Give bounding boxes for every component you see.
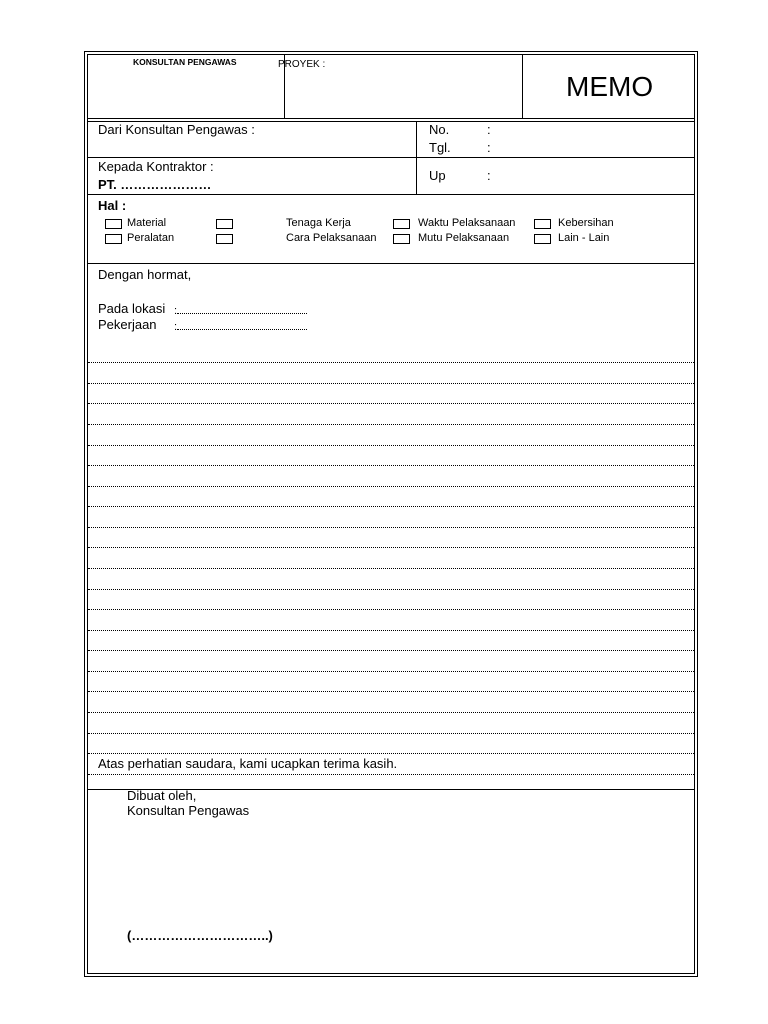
project-label: PROYEK : <box>278 59 326 70</box>
checkbox-peralatan[interactable] <box>105 234 122 244</box>
to-label: Kepada Kontraktor : <box>98 159 214 174</box>
subject-bottom-line <box>87 263 695 264</box>
checkbox-mutu-pelaksanaan[interactable] <box>393 234 410 244</box>
writing-line[interactable] <box>88 691 694 692</box>
checkbox-lain-lain[interactable] <box>534 234 551 244</box>
from-label: Dari Konsultan Pengawas : <box>98 122 255 137</box>
writing-line[interactable] <box>88 424 694 425</box>
up-label: Up <box>429 168 446 183</box>
memo-title: MEMO <box>566 71 654 102</box>
location-colon: : <box>174 305 178 317</box>
option-mutu-pelaksanaan: Mutu Pelaksanaan <box>418 232 510 244</box>
closing-text: Atas perhatian saudara, kami ucapkan terima kasih. <box>98 756 398 771</box>
writing-line[interactable] <box>88 671 694 672</box>
memo-date-label: Tgl. <box>429 140 451 155</box>
header-bottom-line <box>87 118 695 119</box>
writing-line[interactable] <box>88 362 694 363</box>
writing-line[interactable] <box>88 383 694 384</box>
contractor-name: PT. ………………… <box>98 177 212 192</box>
memo-number-colon: : <box>487 122 491 137</box>
option-peralatan: Peralatan <box>127 232 175 244</box>
work-dots <box>177 320 307 330</box>
memo-number-label: No. <box>429 122 450 137</box>
consultant-label: KONSULTAN PENGAWAS <box>133 57 237 67</box>
memo-date-colon: : <box>487 140 491 155</box>
signer-role: Konsultan Pengawas <box>127 803 250 818</box>
option-waktu-pelaksanaan: Waktu Pelaksanaan <box>418 217 516 229</box>
writing-line[interactable] <box>88 527 694 528</box>
work-label: Pekerjaan <box>98 317 157 332</box>
to-row-bottom-line <box>87 194 695 195</box>
location-dots <box>177 304 307 314</box>
writing-line[interactable] <box>88 547 694 548</box>
location-field[interactable] <box>174 304 307 317</box>
checkbox-tenaga-kerja[interactable] <box>216 219 233 229</box>
writing-line[interactable] <box>88 486 694 487</box>
checkbox-kebersihan[interactable] <box>534 219 551 229</box>
option-material: Material <box>127 217 167 229</box>
writing-line[interactable] <box>88 733 694 734</box>
writing-line[interactable] <box>88 506 694 507</box>
writing-line[interactable] <box>88 630 694 631</box>
greeting: Dengan hormat, <box>98 267 192 282</box>
signer-name-placeholder[interactable]: (…………………………..) <box>127 928 273 943</box>
option-kebersihan: Kebersihan <box>558 217 614 229</box>
checkbox-material[interactable] <box>105 219 122 229</box>
writing-line[interactable] <box>88 650 694 651</box>
option-lain-lain: Lain - Lain <box>558 232 610 244</box>
checkbox-cara-pelaksanaan[interactable] <box>216 234 233 244</box>
writing-line[interactable] <box>88 774 694 775</box>
from-row-bottom-line <box>87 157 695 158</box>
location-label: Pada lokasi <box>98 301 166 316</box>
option-cara-pelaksanaan: Cara Pelaksanaan <box>286 232 377 244</box>
writing-line[interactable] <box>88 568 694 569</box>
writing-line[interactable] <box>88 753 694 754</box>
writing-line[interactable] <box>88 445 694 446</box>
made-by-label: Dibuat oleh, <box>127 788 197 803</box>
header-divider-2 <box>522 54 523 119</box>
writing-line[interactable] <box>88 589 694 590</box>
up-colon: : <box>487 168 491 183</box>
memo-inner-border <box>87 54 695 974</box>
writing-line[interactable] <box>88 403 694 404</box>
writing-line[interactable] <box>88 465 694 466</box>
work-colon: : <box>174 321 178 333</box>
checkbox-waktu-pelaksanaan[interactable] <box>393 219 410 229</box>
work-field[interactable] <box>174 320 307 333</box>
writing-line[interactable] <box>88 712 694 713</box>
subject-label: Hal : <box>98 198 127 213</box>
option-tenaga-kerja: Tenaga Kerja <box>286 217 351 229</box>
writing-line[interactable] <box>88 609 694 610</box>
